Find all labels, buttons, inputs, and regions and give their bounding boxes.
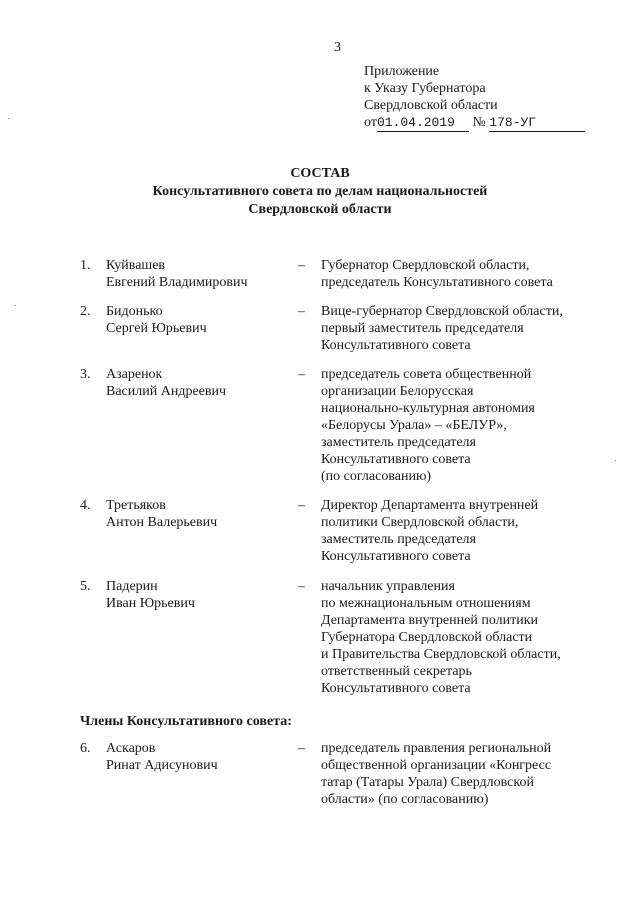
appendix-date-line [364,114,585,132]
role-line: политики Свердловской области, [321,515,519,530]
member-given-names: Иван Юрьевич [106,596,195,611]
page-number: 3 [334,40,341,55]
role-line: и Правительства Свердловской области, [321,647,561,662]
member-number: 4. [80,498,91,513]
member-role [321,740,591,808]
role-line: Губернатор Свердловской области, [321,258,530,273]
role-line: «Белорусы Урала» – «БЕЛУР», [321,418,507,433]
member-number: 5. [80,579,91,594]
member-given-names: Сергей Юрьевич [106,321,207,336]
role-line: Директор Департамента внутренней [321,498,539,513]
role-line: начальник управления [321,579,455,594]
role-line: татар (Татары Урала) Свердловской [321,775,534,790]
member-name [106,366,296,400]
member-surname: Азаренок [106,367,163,382]
decree-date: 01.04.2019 [377,114,469,132]
role-line: по межнациональным отношениям [321,596,531,611]
member-role [321,257,591,291]
dash: – [298,498,305,513]
dash: – [298,741,305,756]
member-number: 6. [80,741,91,756]
member-name [106,497,296,531]
role-line: Консультативного совета [321,452,471,467]
role-line: Департамента внутренней политики [321,613,539,628]
dash: – [298,258,305,273]
dash: – [298,304,305,319]
member-number: 2. [80,304,91,319]
number-label: № [472,115,486,130]
scan-speck [8,118,9,119]
role-line: общественной организации «Конгресс [321,758,552,773]
document-subtitle-line-1: Консультативного совета по делам национальностей [152,184,488,199]
date-prefix: от [364,115,377,130]
document-subtitle-line-2: Свердловской области [248,202,392,217]
dash: – [298,579,305,594]
role-line: Вице-губернатор Свердловской области, [321,304,563,319]
appendix-block [364,63,585,132]
document-title: СОСТАВ [290,166,350,181]
member-given-names: Антон Валерьевич [106,515,218,530]
member-surname: Падерин [106,579,158,594]
role-line: заместитель председателя [321,435,476,450]
role-line: области» (по согласованию) [321,792,489,807]
member-name [106,257,296,291]
role-line: Губернатора Свердловской области [321,630,533,645]
member-surname: Третьяков [106,498,166,513]
role-line: (по согласованию) [321,469,432,484]
appendix-line-1: Приложение [364,64,440,79]
role-line: ответственный секретарь [321,664,472,679]
member-role [321,366,591,485]
dash: – [298,367,305,382]
member-role [321,303,591,354]
role-line: председатель совета общественной [321,367,532,382]
member-name [106,303,296,337]
member-name [106,740,296,774]
role-line: первый заместитель председателя [321,321,524,336]
member-surname: Бидонько [106,304,163,319]
member-number: 3. [80,367,91,382]
member-surname: Аскаров [106,741,156,756]
member-given-names: Василий Андреевич [106,384,227,399]
role-line: Консультативного совета [321,549,471,564]
member-role [321,578,591,697]
member-number: 1. [80,258,91,273]
role-line: председатель правления региональной [321,741,552,756]
role-line: национально-культурная автономия [321,401,535,416]
role-line: Консультативного совета [321,681,471,696]
members-section-heading: Члены Консультативного совета: [80,714,292,729]
appendix-line-3: Свердловской области [364,98,498,113]
member-given-names: Ринат Адисунович [106,758,218,773]
role-line: организации Белорусская [321,384,474,399]
member-surname: Куйвашев [106,258,166,273]
appendix-line-2: к Указу Губернатора [364,81,486,96]
role-line: Консультативного совета [321,338,471,353]
member-role [321,497,591,565]
role-line: председатель Консультативного совета [321,275,553,290]
member-name [106,578,296,612]
scan-speck [615,460,616,461]
scan-speck [15,305,16,306]
decree-number: 178-УГ [489,114,585,132]
member-given-names: Евгений Владимирович [106,275,248,290]
role-line: заместитель председателя [321,532,476,547]
